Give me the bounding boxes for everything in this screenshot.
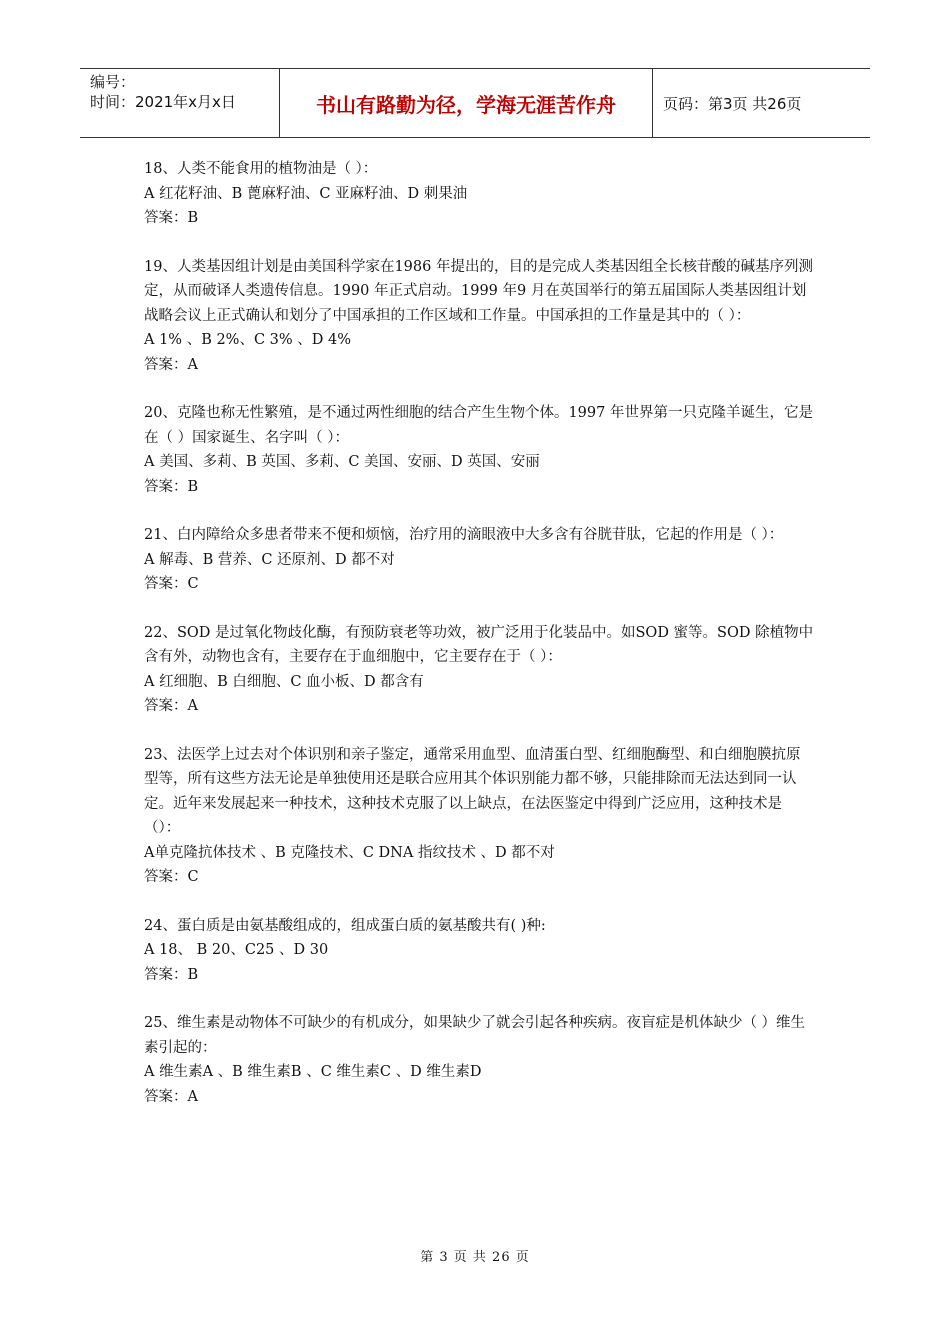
- question-options: A 红花籽油、B 蓖麻籽油、C 亚麻籽油、D 刺果油: [144, 185, 468, 202]
- question-18: [144, 157, 814, 231]
- question-answer: 答案：B: [144, 210, 199, 226]
- question-answer: 答案：A: [144, 356, 198, 373]
- page-header: [80, 68, 870, 138]
- question-23: [144, 743, 814, 890]
- question-20: [144, 401, 814, 499]
- question-options: A 解毒、B 营养、C 还原剂、D 都不对: [144, 551, 395, 568]
- question-stem: 20、克隆也称无性繁殖，是不通过两性细胞的结合产生生物个体。1997 年世界第一只克隆羊诞生，它是在（ ）国家诞生、名字叫（ ）：: [144, 405, 813, 446]
- question-21: [144, 523, 814, 597]
- question-stem: 24、蛋白质是由氨基酸组成的，组成蛋白质的氨基酸共有( )种:: [144, 917, 546, 934]
- header-page-info: 页码：第3页 共26页: [663, 94, 802, 113]
- question-stem: 19、人类基因组计划是由美国科学家在1986 年提出的，目的是完成人类基因组全长核苷酸的碱基序列测定，从而破译人类遗传信息。1990 年正式启动。1999 年9 月在英国举行的第五届国际人类基因组计划战略会议上正式确认和划分了中国承担的工作区域和工作量。中国承担的工作量是其中的（ ）：: [144, 258, 813, 324]
- question-options: A 红细胞、B 白细胞、C 血小板、D 都含有: [144, 673, 424, 690]
- question-stem: 23、法医学上过去对个体识别和亲子鉴定，通常采用血型、血清蛋白型、红细胞酶型、和白细胞膜抗原型等，所有这些方法无论是单独使用还是联合应用其个体识别能力都不够，只能排除而无法达到同一认定。近年来发展起来一种技术，这种技术克服了以上缺点，在法医鉴定中得到广泛应用，这种技术是（）：: [144, 746, 801, 836]
- header-motto: 书山有路勤为径，学海无涯苦作舟: [280, 69, 653, 137]
- question-answer: 答案：A: [144, 1088, 198, 1105]
- question-options: A单克隆抗体技术 、B 克隆技术、C DNA 指纹技术 、D 都不对: [144, 844, 555, 861]
- question-options: A 1% 、B 2%、C 3% 、D 4%: [144, 332, 352, 348]
- question-answer: 答案：C: [144, 576, 199, 592]
- question-22: [144, 621, 814, 719]
- date-label: 时间：2021年x月x日: [90, 93, 236, 111]
- question-24: [144, 914, 814, 988]
- question-answer: 答案：B: [144, 966, 199, 983]
- number-label: 编号：: [90, 73, 136, 91]
- question-options: A 维生素A 、B 维生素B 、C 维生素C 、D 维生素D: [144, 1064, 482, 1080]
- question-stem: 21、白内障给众多患者带来不便和烦恼，治疗用的滴眼液中大多含有谷胱苷肽，它起的作用是（ ）：: [144, 527, 784, 543]
- question-list: [144, 157, 814, 1133]
- page-footer: 第 3 页 共 26 页: [420, 1250, 530, 1265]
- header-meta: [80, 69, 280, 137]
- question-stem: 25、维生素是动物体不可缺少的有机成分，如果缺少了就会引起各种疾病。夜盲症是机体缺少（ ）维生素引起的：: [144, 1015, 806, 1056]
- question-options: A 18、 B 20、C25 、D 30: [144, 942, 329, 958]
- question-stem: 18、人类不能食用的植物油是（ ）：: [144, 161, 378, 177]
- question-answer: 答案：B: [144, 478, 199, 495]
- question-25: [144, 1011, 814, 1109]
- question-answer: 答案：A: [144, 698, 198, 714]
- question-19: [144, 255, 814, 378]
- question-stem: 22、SOD 是过氧化物歧化酶，有预防衰老等功效，被广泛用于化装品中。如SOD 蜜等。SOD 除植物中含有外，动物也含有，主要存在于血细胞中，它主要存在于（ ）：: [144, 624, 814, 665]
- question-options: A 美国、多莉、B 英国、多莉、C 美国、安丽、D 英国、安丽: [144, 454, 540, 470]
- question-answer: 答案：C: [144, 869, 199, 885]
